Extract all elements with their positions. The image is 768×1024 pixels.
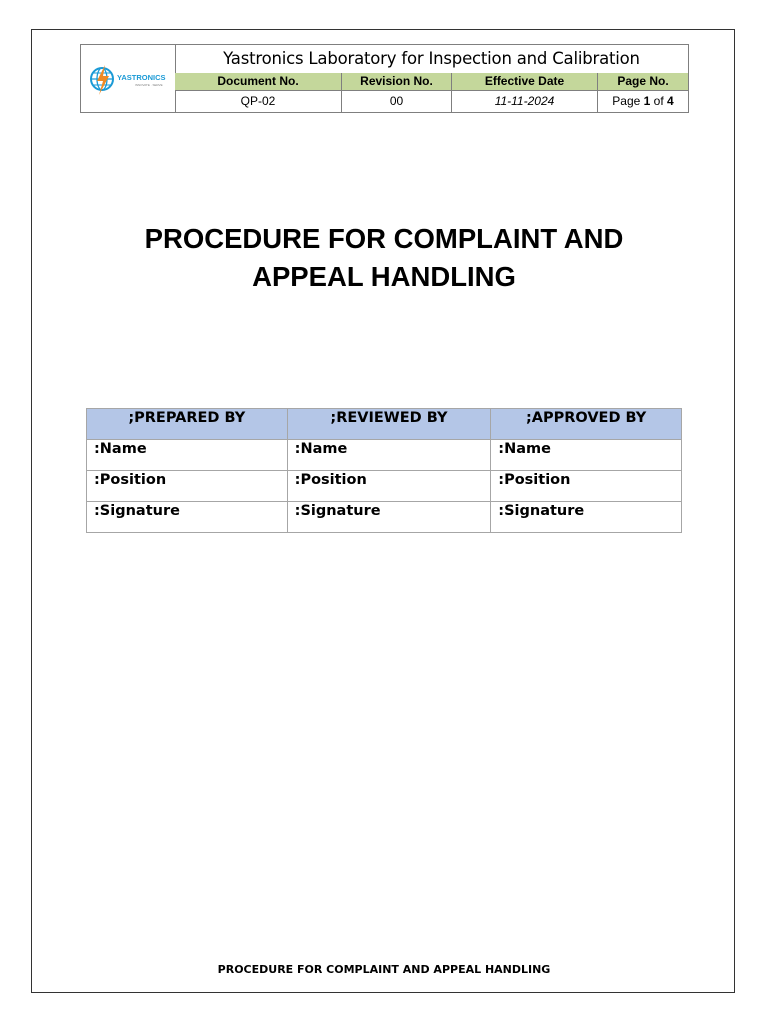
header-values (175, 91, 688, 112)
approved-signature-cell: :Signature (491, 502, 682, 533)
document-title (60, 220, 708, 296)
col-revision-no: Revision No. (342, 73, 452, 90)
document-no-value: QP-02 (175, 91, 342, 112)
reviewed-by-header: ;REVIEWED BY (287, 409, 491, 440)
approved-name-cell: :Name (491, 440, 682, 471)
approved-by-header: ;APPROVED BY (491, 409, 682, 440)
signoff-table (86, 408, 682, 533)
table-row (87, 502, 682, 533)
page-footer: PROCEDURE FOR COMPLAINT AND APPEAL HANDLING (217, 963, 551, 976)
table-row (87, 471, 682, 502)
table-row (87, 440, 682, 471)
col-page-no: Page No. (617, 74, 669, 88)
reviewed-position-cell: :Position (287, 471, 491, 502)
svg-text:YASTRONICS: YASTRONICS (117, 72, 166, 82)
prepared-position-cell: :Position (87, 471, 288, 502)
document-header (80, 44, 689, 113)
company-logo (81, 45, 176, 112)
logo-globe-icon (87, 59, 169, 99)
revision-no-value: 00 (342, 91, 452, 112)
effective-date-value: 11-11-2024 (452, 91, 598, 112)
prepared-by-header: ;PREPARED BY (87, 409, 288, 440)
approved-position-cell: :Position (491, 471, 682, 502)
reviewed-name-cell: :Name (287, 440, 491, 471)
reviewed-signature-cell: :Signature (287, 502, 491, 533)
col-effective-date: Effective Date (452, 73, 598, 90)
svg-text:INNOVATE · SERVE: INNOVATE · SERVE (135, 82, 163, 87)
title-line-2: APPEAL HANDLING (252, 261, 516, 292)
prepared-name-cell: :Name (87, 440, 288, 471)
title-line-1: PROCEDURE FOR COMPLAINT AND (144, 223, 624, 254)
page-no-value: Page 1 of 4 (612, 94, 674, 108)
prepared-signature-cell: :Signature (87, 502, 288, 533)
organization-title: Yastronics Laboratory for Inspection and Calibration (175, 45, 688, 74)
signoff-header-row (87, 409, 682, 440)
header-column-labels (175, 73, 688, 91)
col-document-no: Document No. (175, 73, 342, 90)
